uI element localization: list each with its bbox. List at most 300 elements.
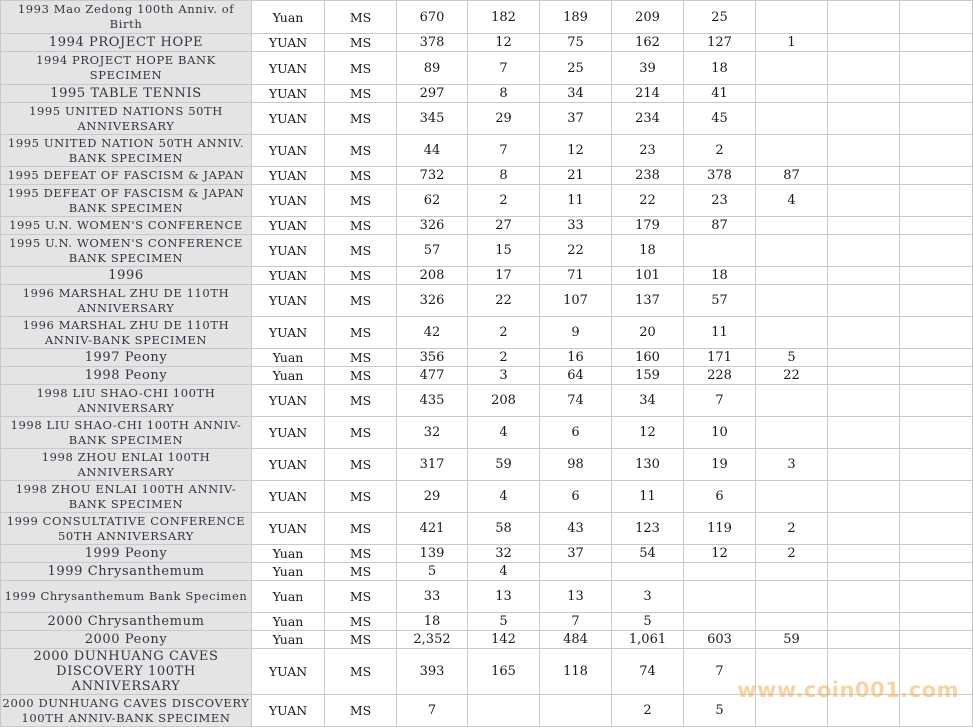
count-cell: 5 xyxy=(684,695,756,727)
count-cell xyxy=(684,613,756,631)
empty-cell xyxy=(828,317,900,349)
currency-cell: Yuan xyxy=(252,367,325,385)
count-cell: 75 xyxy=(540,34,612,52)
count-cell: 162 xyxy=(612,34,684,52)
coin-name-cell: 1996 MARSHAL ZHU DE 110TH ANNIVERSARY xyxy=(1,285,252,317)
count-cell: 32 xyxy=(397,417,468,449)
empty-cell xyxy=(900,103,973,135)
count-cell: 98 xyxy=(540,449,612,481)
count-cell xyxy=(684,581,756,613)
count-cell: 6 xyxy=(540,481,612,513)
empty-cell xyxy=(900,185,973,217)
coin-name-cell: 1998 LIU SHAO-CHI 100TH ANNIVERSARY xyxy=(1,385,252,417)
currency-cell: YUAN xyxy=(252,267,325,285)
table-row xyxy=(1,563,973,581)
empty-cell xyxy=(900,135,973,167)
count-cell: 37 xyxy=(540,545,612,563)
coin-name-cell: 1995 UNITED NATIONS 50TH ANNIVERSARY xyxy=(1,103,252,135)
empty-cell xyxy=(900,417,973,449)
table-row xyxy=(1,167,973,185)
count-cell: 6 xyxy=(684,481,756,513)
count-cell: 13 xyxy=(468,581,540,613)
currency-cell: Yuan xyxy=(252,581,325,613)
coin-name-cell: 1997 Peony xyxy=(1,349,252,367)
count-cell: 326 xyxy=(397,217,468,235)
table-row xyxy=(1,449,973,481)
count-cell: 179 xyxy=(612,217,684,235)
empty-cell xyxy=(900,631,973,649)
count-cell: 732 xyxy=(397,167,468,185)
count-cell: 119 xyxy=(684,513,756,545)
empty-cell xyxy=(900,285,973,317)
count-cell: 9 xyxy=(540,317,612,349)
empty-cell xyxy=(828,103,900,135)
coin-name-cell: 1994 PROJECT HOPE BANK SPECIMEN xyxy=(1,52,252,85)
count-cell: 74 xyxy=(612,649,684,695)
count-cell: 25 xyxy=(684,1,756,34)
empty-cell xyxy=(828,217,900,235)
count-cell: 326 xyxy=(397,285,468,317)
count-cell: 2 xyxy=(756,545,828,563)
count-cell: 4 xyxy=(468,481,540,513)
empty-cell xyxy=(900,385,973,417)
coin-name-cell: 1995 DEFEAT OF FASCISM & JAPAN xyxy=(1,167,252,185)
site-watermark: www.coin001.com xyxy=(737,678,959,702)
count-cell: 23 xyxy=(612,135,684,167)
table-row xyxy=(1,349,973,367)
grade-cell: MS xyxy=(325,185,397,217)
currency-cell: Yuan xyxy=(252,631,325,649)
count-cell: 16 xyxy=(540,349,612,367)
count-cell: 3 xyxy=(756,449,828,481)
count-cell xyxy=(756,613,828,631)
count-cell: 22 xyxy=(612,185,684,217)
table-body xyxy=(1,1,973,727)
empty-cell xyxy=(900,563,973,581)
count-cell: 20 xyxy=(612,317,684,349)
empty-cell xyxy=(900,1,973,34)
count-cell: 58 xyxy=(468,513,540,545)
count-cell: 59 xyxy=(468,449,540,481)
count-cell: 484 xyxy=(540,631,612,649)
count-cell xyxy=(756,235,828,267)
count-cell: 356 xyxy=(397,349,468,367)
count-cell: 64 xyxy=(540,367,612,385)
empty-cell xyxy=(900,513,973,545)
count-cell: 208 xyxy=(397,267,468,285)
empty-cell xyxy=(900,267,973,285)
count-cell: 33 xyxy=(540,217,612,235)
count-cell: 6 xyxy=(540,417,612,449)
count-cell: 18 xyxy=(612,235,684,267)
count-cell: 22 xyxy=(468,285,540,317)
count-cell: 159 xyxy=(612,367,684,385)
coin-name-cell: 1999 CONSULTATIVE CONFERENCE 50TH ANNIVERSARY xyxy=(1,513,252,545)
count-cell: 12 xyxy=(684,545,756,563)
count-cell: 2,352 xyxy=(397,631,468,649)
coin-name-cell: 1998 Peony xyxy=(1,367,252,385)
count-cell: 74 xyxy=(540,385,612,417)
count-cell: 2 xyxy=(612,695,684,727)
count-cell: 44 xyxy=(397,135,468,167)
count-cell: 2 xyxy=(468,185,540,217)
currency-cell: Yuan xyxy=(252,349,325,367)
count-cell: 43 xyxy=(540,513,612,545)
currency-cell: YUAN xyxy=(252,481,325,513)
count-cell: 5 xyxy=(756,349,828,367)
grade-cell: MS xyxy=(325,317,397,349)
empty-cell xyxy=(900,217,973,235)
grade-cell: MS xyxy=(325,103,397,135)
currency-cell: YUAN xyxy=(252,103,325,135)
empty-cell xyxy=(828,235,900,267)
grade-cell: MS xyxy=(325,581,397,613)
empty-cell xyxy=(900,34,973,52)
count-cell: 18 xyxy=(397,613,468,631)
table-row xyxy=(1,631,973,649)
count-cell: 18 xyxy=(684,52,756,85)
grade-cell: MS xyxy=(325,563,397,581)
coin-name-cell: 1996 MARSHAL ZHU DE 110TH ANNIV-BANK SPECIMEN xyxy=(1,317,252,349)
table-row xyxy=(1,52,973,85)
table-row xyxy=(1,285,973,317)
empty-cell xyxy=(828,167,900,185)
empty-cell xyxy=(900,52,973,85)
count-cell xyxy=(684,563,756,581)
empty-cell xyxy=(828,613,900,631)
empty-cell xyxy=(828,267,900,285)
count-cell: 87 xyxy=(756,167,828,185)
count-cell xyxy=(756,563,828,581)
count-cell: 1,061 xyxy=(612,631,684,649)
count-cell xyxy=(756,52,828,85)
coin-name-cell: 1999 Chrysanthemum Bank Specimen xyxy=(1,581,252,613)
empty-cell xyxy=(828,34,900,52)
coin-name-cell: 1995 U.N. WOMEN'S CONFERENCE xyxy=(1,217,252,235)
empty-cell xyxy=(900,235,973,267)
table-row xyxy=(1,185,973,217)
coin-name-cell: 1998 LIU SHAO-CHI 100TH ANNIV-BANK SPECIMEN xyxy=(1,417,252,449)
count-cell: 23 xyxy=(684,185,756,217)
count-cell xyxy=(756,317,828,349)
count-cell: 19 xyxy=(684,449,756,481)
count-cell: 209 xyxy=(612,1,684,34)
grade-cell: MS xyxy=(325,34,397,52)
grade-cell: MS xyxy=(325,217,397,235)
count-cell: 71 xyxy=(540,267,612,285)
count-cell: 18 xyxy=(684,267,756,285)
count-cell: 297 xyxy=(397,85,468,103)
currency-cell: YUAN xyxy=(252,85,325,103)
count-cell: 57 xyxy=(684,285,756,317)
table-row xyxy=(1,103,973,135)
currency-cell: YUAN xyxy=(252,217,325,235)
count-cell xyxy=(756,1,828,34)
table-row xyxy=(1,481,973,513)
count-cell: 25 xyxy=(540,52,612,85)
currency-cell: Yuan xyxy=(252,545,325,563)
grade-cell: MS xyxy=(325,449,397,481)
table-row xyxy=(1,581,973,613)
coin-name-cell: 1995 UNITED NATION 50TH ANNIV. BANK SPECIMEN xyxy=(1,135,252,167)
coin-name-cell: 2000 DUNHUANG CAVES DISCOVERY 100TH ANNIVERSARY xyxy=(1,649,252,695)
currency-cell: YUAN xyxy=(252,52,325,85)
table-row xyxy=(1,367,973,385)
grade-cell: MS xyxy=(325,52,397,85)
count-cell: 160 xyxy=(612,349,684,367)
count-cell: 5 xyxy=(397,563,468,581)
count-cell: 2 xyxy=(684,135,756,167)
table-row xyxy=(1,385,973,417)
currency-cell: YUAN xyxy=(252,449,325,481)
count-cell: 54 xyxy=(612,545,684,563)
coin-name-cell: 1999 Chrysanthemum xyxy=(1,563,252,581)
coin-name-cell: 1995 DEFEAT OF FASCISM & JAPAN BANK SPECIMEN xyxy=(1,185,252,217)
count-cell xyxy=(756,285,828,317)
coin-name-cell: 1996 xyxy=(1,267,252,285)
count-cell: 142 xyxy=(468,631,540,649)
count-cell: 238 xyxy=(612,167,684,185)
count-cell: 1 xyxy=(756,34,828,52)
count-cell xyxy=(468,695,540,727)
table-row xyxy=(1,545,973,563)
table-row xyxy=(1,85,973,103)
grade-cell: MS xyxy=(325,349,397,367)
grade-cell: MS xyxy=(325,267,397,285)
count-cell: 3 xyxy=(612,581,684,613)
count-cell xyxy=(756,103,828,135)
grade-cell: MS xyxy=(325,85,397,103)
empty-cell xyxy=(828,417,900,449)
table-row xyxy=(1,513,973,545)
count-cell: 34 xyxy=(612,385,684,417)
currency-cell: YUAN xyxy=(252,34,325,52)
grade-cell: MS xyxy=(325,545,397,563)
count-cell xyxy=(756,135,828,167)
grade-cell: MS xyxy=(325,613,397,631)
table-row xyxy=(1,235,973,267)
currency-cell: YUAN xyxy=(252,317,325,349)
currency-cell: YUAN xyxy=(252,135,325,167)
coin-name-cell: 2000 DUNHUANG CAVES DISCOVERY 100TH ANNIV-BANK SPECIMEN xyxy=(1,695,252,727)
count-cell: 139 xyxy=(397,545,468,563)
count-cell: 130 xyxy=(612,449,684,481)
coin-name-cell: 1995 TABLE TENNIS xyxy=(1,85,252,103)
count-cell xyxy=(756,481,828,513)
empty-cell xyxy=(900,581,973,613)
empty-cell xyxy=(828,631,900,649)
count-cell: 228 xyxy=(684,367,756,385)
empty-cell xyxy=(900,85,973,103)
grade-cell: MS xyxy=(325,513,397,545)
coin-name-cell: 1994 PROJECT HOPE xyxy=(1,34,252,52)
count-cell: 118 xyxy=(540,649,612,695)
count-cell: 22 xyxy=(540,235,612,267)
count-cell: 29 xyxy=(397,481,468,513)
coin-name-cell: 1995 U.N. WOMEN'S CONFERENCE BANK SPECIMEN xyxy=(1,235,252,267)
count-cell: 7 xyxy=(468,135,540,167)
count-cell xyxy=(612,563,684,581)
count-cell xyxy=(756,217,828,235)
empty-cell xyxy=(828,52,900,85)
currency-cell: YUAN xyxy=(252,385,325,417)
count-cell: 421 xyxy=(397,513,468,545)
count-cell: 34 xyxy=(540,85,612,103)
currency-cell: YUAN xyxy=(252,417,325,449)
count-cell: 15 xyxy=(468,235,540,267)
count-cell: 13 xyxy=(540,581,612,613)
count-cell: 378 xyxy=(684,167,756,185)
table-row xyxy=(1,34,973,52)
coin-name-cell: 2000 Peony xyxy=(1,631,252,649)
table-row xyxy=(1,217,973,235)
count-cell: 670 xyxy=(397,1,468,34)
empty-cell xyxy=(900,481,973,513)
count-cell: 17 xyxy=(468,267,540,285)
count-cell: 165 xyxy=(468,649,540,695)
count-cell: 7 xyxy=(540,613,612,631)
count-cell: 5 xyxy=(612,613,684,631)
grade-cell: MS xyxy=(325,285,397,317)
currency-cell: YUAN xyxy=(252,185,325,217)
count-cell: 10 xyxy=(684,417,756,449)
coin-name-cell: 1998 ZHOU ENLAI 100TH ANNIVERSARY xyxy=(1,449,252,481)
currency-cell: YUAN xyxy=(252,695,325,727)
grade-cell: MS xyxy=(325,235,397,267)
currency-cell: Yuan xyxy=(252,563,325,581)
count-cell: 4 xyxy=(468,417,540,449)
count-cell: 345 xyxy=(397,103,468,135)
table-row xyxy=(1,1,973,34)
count-cell: 171 xyxy=(684,349,756,367)
count-cell: 27 xyxy=(468,217,540,235)
count-cell: 107 xyxy=(540,285,612,317)
count-cell: 89 xyxy=(397,52,468,85)
coin-name-cell: 1993 Mao Zedong 100th Anniv. of Birth xyxy=(1,1,252,34)
count-cell: 317 xyxy=(397,449,468,481)
grade-cell: MS xyxy=(325,1,397,34)
count-cell: 12 xyxy=(540,135,612,167)
table-row xyxy=(1,135,973,167)
count-cell: 59 xyxy=(756,631,828,649)
grade-cell: MS xyxy=(325,481,397,513)
count-cell: 42 xyxy=(397,317,468,349)
count-cell: 127 xyxy=(684,34,756,52)
grade-cell: MS xyxy=(325,417,397,449)
count-cell: 123 xyxy=(612,513,684,545)
count-cell: 45 xyxy=(684,103,756,135)
count-cell: 477 xyxy=(397,367,468,385)
count-cell: 3 xyxy=(468,367,540,385)
count-cell: 137 xyxy=(612,285,684,317)
grade-cell: MS xyxy=(325,695,397,727)
count-cell: 208 xyxy=(468,385,540,417)
count-cell: 393 xyxy=(397,649,468,695)
count-cell: 37 xyxy=(540,103,612,135)
count-cell: 29 xyxy=(468,103,540,135)
grade-cell: MS xyxy=(325,367,397,385)
count-cell: 4 xyxy=(468,563,540,581)
count-cell: 5 xyxy=(468,613,540,631)
grade-cell: MS xyxy=(325,385,397,417)
table-row xyxy=(1,267,973,285)
count-cell: 39 xyxy=(612,52,684,85)
empty-cell xyxy=(828,285,900,317)
currency-cell: YUAN xyxy=(252,513,325,545)
coin-name-cell: 1999 Peony xyxy=(1,545,252,563)
empty-cell xyxy=(900,317,973,349)
count-cell: 57 xyxy=(397,235,468,267)
empty-cell xyxy=(828,581,900,613)
count-cell: 435 xyxy=(397,385,468,417)
empty-cell xyxy=(900,367,973,385)
count-cell xyxy=(684,235,756,267)
count-cell: 12 xyxy=(612,417,684,449)
empty-cell xyxy=(828,449,900,481)
table-row xyxy=(1,613,973,631)
empty-cell xyxy=(828,545,900,563)
count-cell: 8 xyxy=(468,85,540,103)
count-cell: 214 xyxy=(612,85,684,103)
count-cell xyxy=(756,581,828,613)
empty-cell xyxy=(828,563,900,581)
grade-cell: MS xyxy=(325,167,397,185)
empty-cell xyxy=(900,545,973,563)
count-cell: 7 xyxy=(468,52,540,85)
empty-cell xyxy=(828,513,900,545)
coin-name-cell: 2000 Chrysanthemum xyxy=(1,613,252,631)
empty-cell xyxy=(828,349,900,367)
count-cell: 11 xyxy=(684,317,756,349)
grade-cell: MS xyxy=(325,631,397,649)
count-cell: 22 xyxy=(756,367,828,385)
count-cell xyxy=(540,563,612,581)
count-cell: 7 xyxy=(397,695,468,727)
empty-cell xyxy=(828,185,900,217)
currency-cell: Yuan xyxy=(252,613,325,631)
currency-cell: YUAN xyxy=(252,285,325,317)
table-row xyxy=(1,417,973,449)
coin-name-cell: 1998 ZHOU ENLAI 100TH ANNIV-BANK SPECIMEN xyxy=(1,481,252,513)
count-cell: 11 xyxy=(540,185,612,217)
table-row xyxy=(1,317,973,349)
grade-cell: MS xyxy=(325,135,397,167)
count-cell: 189 xyxy=(540,1,612,34)
currency-cell: YUAN xyxy=(252,235,325,267)
currency-cell: YUAN xyxy=(252,649,325,695)
count-cell: 234 xyxy=(612,103,684,135)
count-cell: 33 xyxy=(397,581,468,613)
empty-cell xyxy=(828,481,900,513)
count-cell xyxy=(756,85,828,103)
count-cell: 182 xyxy=(468,1,540,34)
empty-cell xyxy=(828,367,900,385)
count-cell xyxy=(540,695,612,727)
empty-cell xyxy=(828,385,900,417)
empty-cell xyxy=(828,85,900,103)
empty-cell xyxy=(828,135,900,167)
count-cell: 8 xyxy=(468,167,540,185)
count-cell: 4 xyxy=(756,185,828,217)
count-cell: 378 xyxy=(397,34,468,52)
count-cell xyxy=(756,267,828,285)
grade-cell: MS xyxy=(325,649,397,695)
count-cell: 11 xyxy=(612,481,684,513)
empty-cell xyxy=(900,449,973,481)
empty-cell xyxy=(900,613,973,631)
empty-cell xyxy=(900,167,973,185)
count-cell: 62 xyxy=(397,185,468,217)
